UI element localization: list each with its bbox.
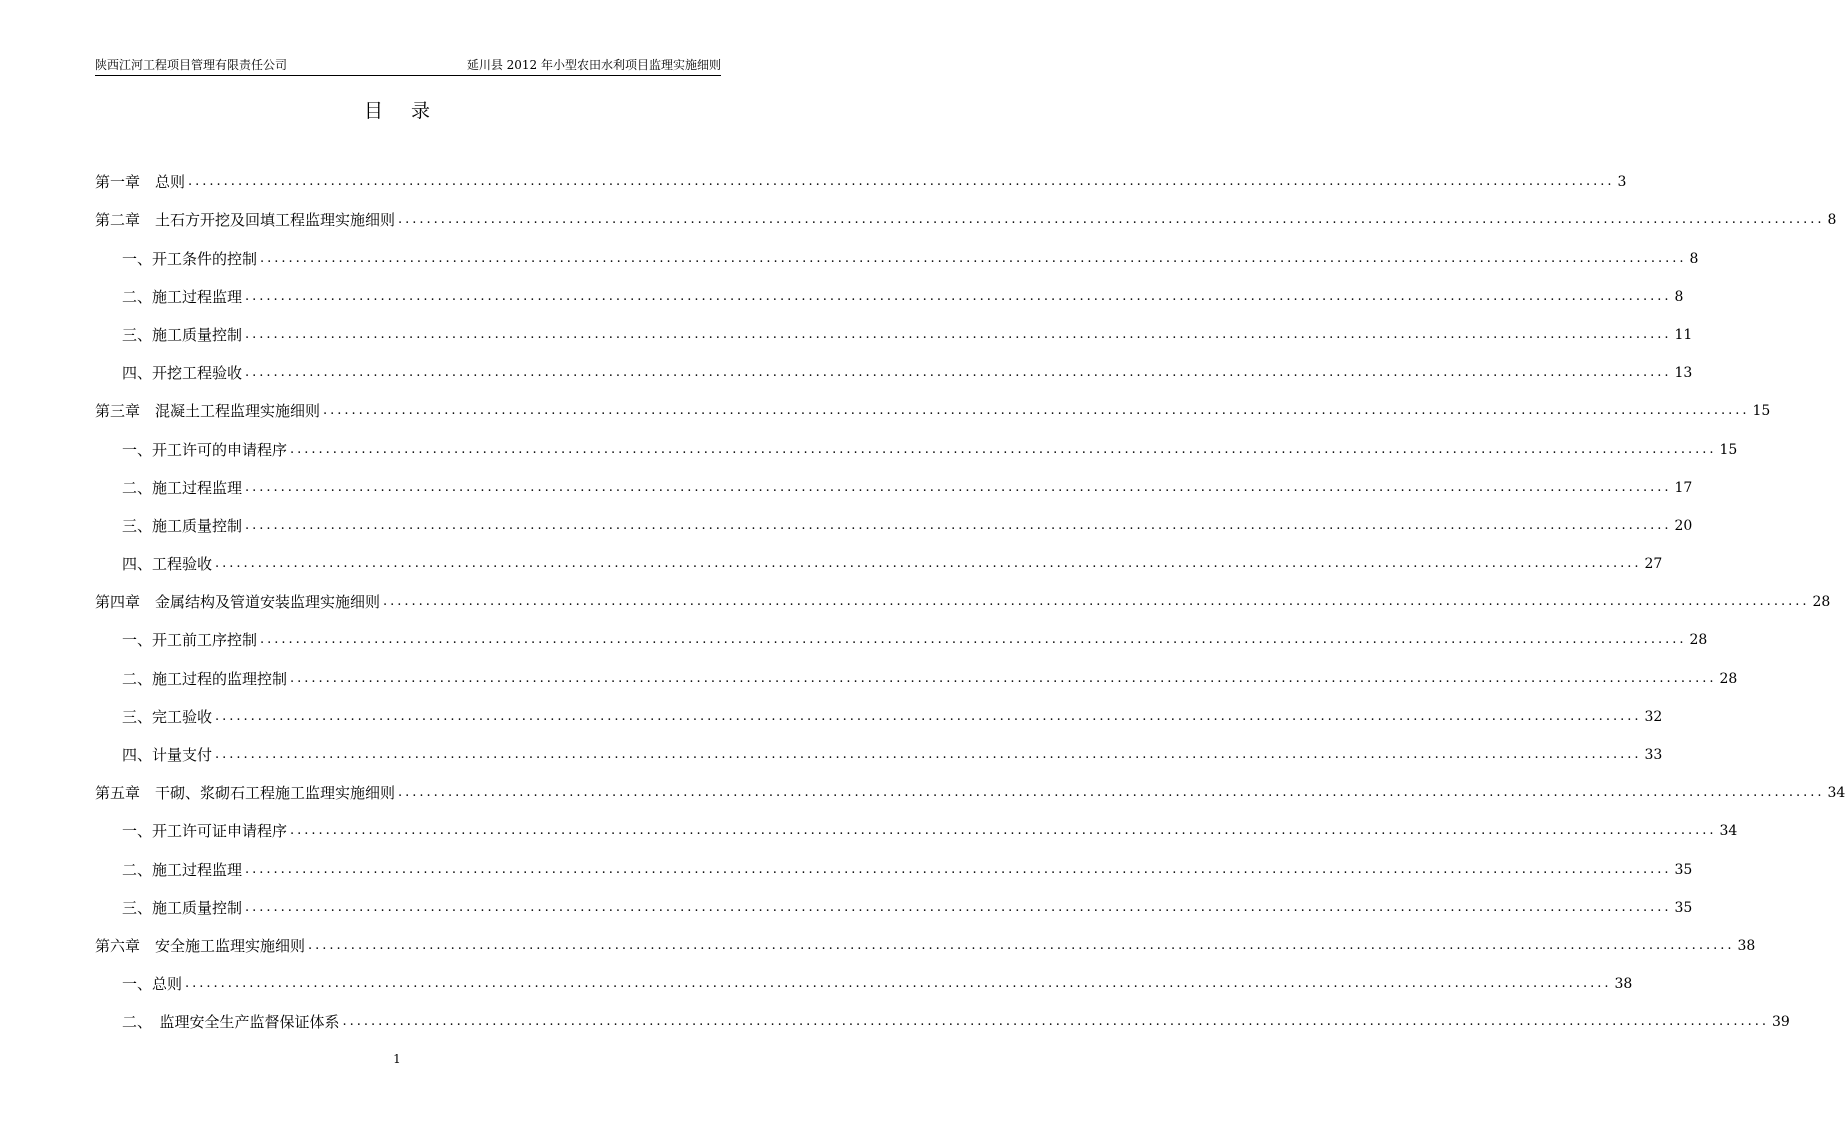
toc-section-entry[interactable] bbox=[95, 806, 1738, 844]
toc-dot-leader: ........................................................................................................................................................................................................ bbox=[245, 365, 1672, 381]
toc-chapter-entry[interactable] bbox=[95, 768, 1845, 806]
toc-chapter-entry[interactable] bbox=[95, 157, 1627, 195]
toc-entry-page-number: 28 bbox=[1719, 670, 1738, 687]
toc-entry-label: 二、施工过程监理 bbox=[122, 860, 243, 879]
toc-section-entry[interactable] bbox=[95, 615, 1708, 653]
toc-entry-label: 二、施工过程的监理控制 bbox=[122, 669, 288, 688]
toc-entry-label: 二、施工过程监理 bbox=[122, 478, 243, 497]
toc-entry-page-number: 35 bbox=[1674, 861, 1693, 878]
toc-entry-page-number: 39 bbox=[1771, 1014, 1790, 1031]
toc-title: 目录 bbox=[363, 100, 458, 122]
toc-dot-leader: ........................................................................................................................................................................................................ bbox=[260, 250, 1687, 266]
toc-entry-label: 第二章 土石方开挖及回填工程监理实施细则 bbox=[95, 211, 396, 230]
toc-section-entry[interactable] bbox=[95, 310, 1693, 348]
toc-entry-page-number: 15 bbox=[1719, 441, 1738, 458]
toc-entry-label: 四、计量支付 bbox=[122, 746, 213, 764]
page-number: 1 bbox=[393, 1052, 401, 1066]
toc-dot-leader: ........................................................................................................................................................................................................ bbox=[383, 594, 1810, 610]
table-of-contents bbox=[95, 157, 1845, 1035]
toc-entry-page-number: 35 bbox=[1674, 899, 1693, 916]
toc-dot-leader: ........................................................................................................................................................................................................ bbox=[290, 441, 1717, 457]
toc-entry-page-number: 13 bbox=[1674, 365, 1693, 382]
toc-entry-label: 第三章 混凝土工程监理实施细则 bbox=[95, 402, 321, 421]
toc-entry-page-number: 38 bbox=[1737, 937, 1756, 954]
toc-dot-leader: ........................................................................................................................................................................................................ bbox=[290, 823, 1717, 839]
toc-entry-page-number: 33 bbox=[1644, 747, 1663, 763]
toc-chapter-entry[interactable] bbox=[95, 577, 1831, 615]
toc-entry-page-number: 20 bbox=[1674, 517, 1693, 534]
toc-section-entry[interactable] bbox=[95, 424, 1738, 462]
toc-entry-page-number: 34 bbox=[1719, 823, 1738, 840]
toc-entry-label: 一、开工许可的申请程序 bbox=[122, 440, 288, 459]
toc-dot-leader: ........................................................................................................................................................................................................ bbox=[245, 326, 1672, 342]
toc-dot-leader: ........................................................................................................................................................................................................ bbox=[215, 708, 1642, 724]
toc-section-entry[interactable] bbox=[95, 653, 1738, 691]
toc-section-entry[interactable] bbox=[95, 233, 1699, 271]
toc-dot-leader: ........................................................................................................................................................................................................ bbox=[398, 212, 1825, 228]
toc-entry-page-number: 27 bbox=[1644, 556, 1663, 573]
toc-section-entry[interactable] bbox=[95, 730, 1663, 768]
toc-section-entry[interactable] bbox=[95, 883, 1693, 921]
toc-entry-page-number: 3 bbox=[1617, 174, 1627, 191]
toc-section-entry[interactable] bbox=[95, 463, 1693, 501]
toc-entry-label: 一、开工前工序控制 bbox=[122, 631, 258, 650]
toc-dot-leader: ........................................................................................................................................................................................................ bbox=[185, 976, 1612, 992]
toc-entry-label: 三、施工质量控制 bbox=[122, 325, 243, 344]
toc-entry-label: 一、总则 bbox=[122, 975, 183, 994]
toc-dot-leader: ........................................................................................................................................................................................................ bbox=[245, 517, 1672, 533]
toc-dot-leader: ........................................................................................................................................................................................................ bbox=[245, 899, 1672, 915]
toc-entry-page-number: 17 bbox=[1674, 479, 1693, 496]
page-header bbox=[95, 55, 721, 76]
toc-chapter-entry[interactable] bbox=[95, 195, 1837, 233]
toc-section-entry[interactable] bbox=[95, 501, 1693, 539]
toc-section-entry[interactable] bbox=[95, 844, 1693, 882]
toc-entry-page-number: 8 bbox=[1827, 212, 1837, 229]
toc-entry-label: 三、完工验收 bbox=[122, 707, 213, 726]
toc-dot-leader: ........................................................................................................................................................................................................ bbox=[308, 937, 1735, 953]
toc-entry-label: 第六章 安全施工监理实施细则 bbox=[95, 936, 306, 955]
toc-dot-leader: ........................................................................................................................................................................................................ bbox=[260, 632, 1687, 648]
toc-dot-leader: ........................................................................................................................................................................................................ bbox=[215, 747, 1642, 762]
toc-entry-label: 三、施工质量控制 bbox=[122, 898, 243, 917]
toc-dot-leader: ........................................................................................................................................................................................................ bbox=[323, 403, 1750, 419]
toc-dot-leader: ........................................................................................................................................................................................................ bbox=[215, 556, 1642, 572]
toc-entry-page-number: 11 bbox=[1674, 326, 1693, 343]
toc-dot-leader: ........................................................................................................................................................................................................ bbox=[290, 670, 1717, 686]
toc-entry-label: 四、开挖工程验收 bbox=[122, 364, 243, 383]
toc-entry-label: 第五章 干砌、浆砌石工程施工监理实施细则 bbox=[95, 784, 396, 803]
toc-entry-page-number: 38 bbox=[1614, 976, 1633, 993]
toc-entry-page-number: 28 bbox=[1812, 594, 1831, 611]
header-company: 陕西江河工程项目管理有限责任公司 bbox=[95, 58, 288, 72]
toc-dot-leader: ........................................................................................................................................................................................................ bbox=[245, 479, 1672, 495]
toc-entry-label: 三、施工质量控制 bbox=[122, 516, 243, 535]
toc-dot-leader: ........................................................................................................................................................................................................ bbox=[188, 174, 1615, 190]
toc-entry-page-number: 28 bbox=[1689, 632, 1708, 649]
toc-dot-leader: ........................................................................................................................................................................................................ bbox=[342, 1014, 1769, 1030]
toc-entry-page-number: 8 bbox=[1689, 250, 1699, 267]
toc-entry-label: 二、 监理安全生产监督保证体系 bbox=[122, 1013, 340, 1032]
toc-dot-leader: ........................................................................................................................................................................................................ bbox=[245, 861, 1672, 877]
toc-entry-label: 第四章 金属结构及管道安装监理实施细则 bbox=[95, 593, 381, 612]
toc-entry-page-number: 8 bbox=[1674, 288, 1684, 305]
toc-entry-label: 二、施工过程监理 bbox=[122, 287, 243, 306]
toc-section-entry[interactable] bbox=[95, 348, 1693, 386]
toc-dot-leader: ........................................................................................................................................................................................................ bbox=[398, 785, 1825, 801]
toc-chapter-entry[interactable] bbox=[95, 386, 1771, 424]
header-document-title: 延川县 2012 年小型农田水利项目监理实施细则 bbox=[466, 58, 721, 72]
toc-entry-label: 第一章 总则 bbox=[95, 173, 186, 192]
toc-section-entry[interactable] bbox=[95, 997, 1790, 1035]
toc-entry-page-number: 15 bbox=[1752, 403, 1771, 420]
toc-entry-label: 一、开工许可证申请程序 bbox=[122, 822, 288, 841]
toc-entry-label: 四、工程验收 bbox=[122, 555, 213, 574]
toc-entry-label: 一、开工条件的控制 bbox=[122, 249, 258, 268]
toc-entry-page-number: 32 bbox=[1644, 708, 1663, 725]
toc-dot-leader: ........................................................................................................................................................................................................ bbox=[245, 288, 1672, 304]
toc-entry-page-number: 34 bbox=[1827, 785, 1845, 802]
toc-chapter-entry[interactable] bbox=[95, 921, 1756, 959]
toc-section-entry[interactable] bbox=[95, 959, 1633, 997]
toc-section-entry[interactable] bbox=[95, 692, 1663, 730]
toc-section-entry[interactable] bbox=[95, 539, 1663, 577]
toc-section-entry[interactable] bbox=[95, 272, 1684, 310]
